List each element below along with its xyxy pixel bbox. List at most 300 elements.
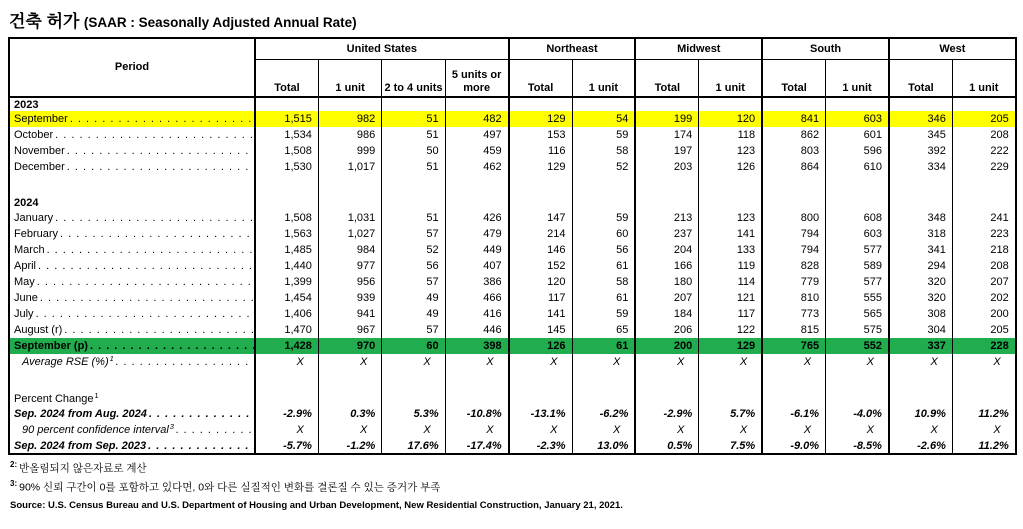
value-cell: X: [699, 422, 762, 438]
value-cell: 589: [826, 258, 889, 274]
value-cell: [635, 196, 698, 210]
value-cell: X: [255, 354, 318, 370]
value-cell: 184: [635, 306, 698, 322]
value-cell: 1,515: [255, 111, 318, 127]
spacer-row: [9, 175, 1016, 196]
value-cell: 294: [889, 258, 952, 274]
row-label: September: [14, 113, 68, 125]
value-cell: [952, 391, 1015, 406]
value-cell: 610: [826, 159, 889, 175]
leader-dots: [149, 408, 254, 420]
value-cell: [699, 196, 762, 210]
value-cell: 1,440: [255, 258, 318, 274]
value-cell: 60: [382, 338, 445, 354]
table-row-december: [9, 159, 1016, 175]
value-cell: [382, 391, 445, 406]
value-cell: [445, 175, 508, 196]
value-cell: 308: [889, 306, 952, 322]
value-cell: [445, 196, 508, 210]
value-cell: 862: [762, 127, 825, 143]
table-row-march: [9, 242, 1016, 258]
value-cell: [318, 97, 381, 111]
value-cell: [699, 175, 762, 196]
value-cell: 1,428: [255, 338, 318, 354]
period-cell: [9, 159, 255, 175]
value-cell: 202: [952, 290, 1015, 306]
value-cell: X: [952, 354, 1015, 370]
table-row-october: [9, 127, 1016, 143]
table-row-november: [9, 143, 1016, 159]
value-cell: 346: [889, 111, 952, 127]
col-header-united-states-total: Total: [255, 59, 318, 97]
stat-row-90-percent-confidence-interval: [9, 422, 1016, 438]
value-cell: 984: [318, 242, 381, 258]
stat-row-average-rse: [9, 354, 1016, 370]
value-cell: [318, 175, 381, 196]
value-cell: X: [826, 354, 889, 370]
value-cell: 204: [635, 242, 698, 258]
value-cell: X: [445, 354, 508, 370]
value-cell: [382, 97, 445, 111]
leader-dots: [116, 356, 254, 368]
value-cell: 828: [762, 258, 825, 274]
value-cell: 200: [952, 306, 1015, 322]
value-cell: 345: [889, 127, 952, 143]
value-cell: 58: [572, 143, 635, 159]
period-cell: [9, 175, 255, 196]
period-cell: [9, 210, 255, 226]
value-cell: 577: [826, 274, 889, 290]
value-cell: 864: [762, 159, 825, 175]
value-cell: 59: [572, 306, 635, 322]
value-cell: 575: [826, 322, 889, 338]
value-cell: 773: [762, 306, 825, 322]
value-cell: [572, 196, 635, 210]
value-cell: 117: [509, 290, 572, 306]
value-cell: -1.2%: [318, 438, 381, 454]
value-cell: 205: [952, 111, 1015, 127]
value-cell: 941: [318, 306, 381, 322]
leader-dots: [37, 276, 254, 288]
value-cell: 446: [445, 322, 508, 338]
value-cell: 1,508: [255, 210, 318, 226]
value-cell: [826, 196, 889, 210]
value-cell: 407: [445, 258, 508, 274]
table-row-june: [9, 290, 1016, 306]
footnotes: [10, 460, 1015, 511]
value-cell: X: [318, 422, 381, 438]
value-cell: X: [635, 422, 698, 438]
row-label: February: [14, 228, 59, 240]
value-cell: 803: [762, 143, 825, 159]
value-cell: 126: [509, 338, 572, 354]
table-row-may: [9, 274, 1016, 290]
value-cell: 200: [635, 338, 698, 354]
value-cell: 229: [952, 159, 1015, 175]
value-cell: 121: [699, 290, 762, 306]
value-cell: 497: [445, 127, 508, 143]
value-cell: 1,485: [255, 242, 318, 258]
value-cell: X: [635, 354, 698, 370]
value-cell: [952, 196, 1015, 210]
value-cell: 765: [762, 338, 825, 354]
value-cell: 1,027: [318, 226, 381, 242]
period-cell: 2023: [14, 98, 39, 111]
value-cell: 145: [509, 322, 572, 338]
value-cell: 237: [635, 226, 698, 242]
value-cell: 17.6%: [382, 438, 445, 454]
value-cell: 348: [889, 210, 952, 226]
value-cell: 207: [635, 290, 698, 306]
value-cell: 118: [699, 127, 762, 143]
value-cell: 59: [572, 127, 635, 143]
value-cell: [255, 175, 318, 196]
value-cell: 982: [318, 111, 381, 127]
footnote-marker: 3:: [10, 478, 18, 488]
value-cell: [762, 175, 825, 196]
value-cell: 0.5%: [635, 438, 698, 454]
spacer-row: [9, 370, 1016, 391]
value-cell: 61: [572, 338, 635, 354]
value-cell: [445, 391, 508, 406]
table-row-september: [9, 111, 1016, 127]
value-cell: 65: [572, 322, 635, 338]
value-cell: 133: [699, 242, 762, 258]
col-header-west-total: Total: [889, 59, 952, 97]
value-cell: 13.0%: [572, 438, 635, 454]
period-cell: [9, 242, 255, 258]
value-cell: 54: [572, 111, 635, 127]
value-cell: 57: [382, 226, 445, 242]
col-header-northeast-total: Total: [509, 59, 572, 97]
value-cell: 56: [572, 242, 635, 258]
value-cell: 61: [572, 258, 635, 274]
value-cell: 214: [509, 226, 572, 242]
value-cell: [445, 97, 508, 111]
value-cell: X: [572, 354, 635, 370]
value-cell: 222: [952, 143, 1015, 159]
value-cell: [826, 370, 889, 391]
row-label: Percent Change: [14, 392, 94, 405]
row-label: Average RSE (%): [22, 356, 109, 368]
value-cell: 52: [382, 242, 445, 258]
value-cell: -4.0%: [826, 406, 889, 422]
value-cell: 999: [318, 143, 381, 159]
value-cell: 51: [382, 111, 445, 127]
value-cell: [509, 391, 572, 406]
value-cell: 1,530: [255, 159, 318, 175]
value-cell: 7.5%: [699, 438, 762, 454]
stat-row-sep-2024-from-sep-2023: [9, 438, 1016, 454]
leader-dots: [67, 145, 254, 157]
value-cell: X: [572, 422, 635, 438]
value-cell: 1,017: [318, 159, 381, 175]
table-row-january: [9, 210, 1016, 226]
value-cell: X: [952, 422, 1015, 438]
value-cell: 228: [952, 338, 1015, 354]
value-cell: 49: [382, 290, 445, 306]
value-cell: 116: [509, 143, 572, 159]
leader-dots: [36, 308, 254, 320]
value-cell: 779: [762, 274, 825, 290]
row-label: June: [14, 292, 38, 304]
value-cell: -9.0%: [762, 438, 825, 454]
leader-dots: [40, 292, 254, 304]
footnote: [10, 479, 1015, 495]
value-cell: 11.2%: [952, 438, 1015, 454]
stat-row-sep-2024-from-aug-2024: [9, 406, 1016, 422]
value-cell: 146: [509, 242, 572, 258]
value-cell: 51: [382, 210, 445, 226]
row-label: Sep. 2024 from Aug. 2024: [14, 408, 147, 420]
value-cell: -8.5%: [826, 438, 889, 454]
value-cell: 596: [826, 143, 889, 159]
value-cell: 58: [572, 274, 635, 290]
row-label: November: [14, 145, 65, 157]
value-cell: 5.7%: [699, 406, 762, 422]
value-cell: 1,031: [318, 210, 381, 226]
value-cell: 841: [762, 111, 825, 127]
value-cell: [318, 196, 381, 210]
group-header-midwest: Midwest: [635, 38, 762, 59]
value-cell: X: [445, 422, 508, 438]
group-header-united-states: United States: [255, 38, 509, 59]
value-cell: [445, 370, 508, 391]
value-cell: 208: [952, 258, 1015, 274]
value-cell: [382, 370, 445, 391]
value-cell: -6.2%: [572, 406, 635, 422]
col-header-west-1-unit: 1 unit: [952, 59, 1015, 97]
value-cell: -13.1%: [509, 406, 572, 422]
value-cell: 203: [635, 159, 698, 175]
header-group-row: [9, 38, 1016, 59]
col-header-period: Period: [9, 38, 255, 97]
value-cell: 555: [826, 290, 889, 306]
leader-dots: [55, 129, 254, 141]
value-cell: 206: [635, 322, 698, 338]
row-label: Sep. 2024 from Sep. 2023: [14, 439, 147, 452]
value-cell: 552: [826, 338, 889, 354]
value-cell: 59: [572, 210, 635, 226]
value-cell: [572, 391, 635, 406]
value-cell: 939: [318, 290, 381, 306]
value-cell: X: [699, 354, 762, 370]
value-cell: 56: [382, 258, 445, 274]
value-cell: 977: [318, 258, 381, 274]
value-cell: [255, 97, 318, 111]
table-header: [9, 38, 1016, 97]
col-header-south-total: Total: [762, 59, 825, 97]
value-cell: 213: [635, 210, 698, 226]
value-cell: 794: [762, 242, 825, 258]
period-cell: [9, 111, 255, 127]
value-cell: 208: [952, 127, 1015, 143]
value-cell: 123: [699, 143, 762, 159]
value-cell: 57: [382, 274, 445, 290]
value-cell: 61: [572, 290, 635, 306]
col-header-midwest-1-unit: 1 unit: [699, 59, 762, 97]
value-cell: 52: [572, 159, 635, 175]
value-cell: 122: [699, 322, 762, 338]
period-cell: [9, 322, 255, 338]
value-cell: 386: [445, 274, 508, 290]
value-cell: 320: [889, 274, 952, 290]
value-cell: -2.6%: [889, 438, 952, 454]
leader-dots: [47, 244, 254, 256]
period-cell: [9, 127, 255, 143]
value-cell: 815: [762, 322, 825, 338]
value-cell: 51: [382, 127, 445, 143]
value-cell: 120: [509, 274, 572, 290]
value-cell: 304: [889, 322, 952, 338]
row-label: August (r): [14, 324, 63, 336]
value-cell: 241: [952, 210, 1015, 226]
page-title: [9, 7, 1015, 32]
value-cell: 152: [509, 258, 572, 274]
value-cell: 334: [889, 159, 952, 175]
title-english: (SAAR : Seasonally Adjusted Annual Rate): [83, 15, 357, 30]
value-cell: 147: [509, 210, 572, 226]
value-cell: 601: [826, 127, 889, 143]
row-label: September (p): [14, 340, 88, 352]
col-header-south-1-unit: 1 unit: [826, 59, 889, 97]
value-cell: [382, 196, 445, 210]
value-cell: [572, 370, 635, 391]
value-cell: [255, 196, 318, 210]
year-row-2023: [9, 97, 1016, 111]
row-label: October: [14, 129, 54, 141]
value-cell: [889, 196, 952, 210]
footnote-marker: 2:: [10, 460, 18, 469]
period-cell: 2024: [14, 197, 39, 209]
value-cell: X: [509, 354, 572, 370]
period-cell: [9, 290, 255, 306]
value-cell: -5.7%: [255, 438, 318, 454]
value-cell: [572, 97, 635, 111]
value-cell: [318, 370, 381, 391]
value-cell: 1,454: [255, 290, 318, 306]
value-cell: 10.9%: [889, 406, 952, 422]
value-cell: 800: [762, 210, 825, 226]
value-cell: 462: [445, 159, 508, 175]
value-cell: 956: [318, 274, 381, 290]
value-cell: 320: [889, 290, 952, 306]
leader-dots: [64, 324, 254, 336]
col-header-united-states-1-unit: 1 unit: [318, 59, 381, 97]
leader-dots: [70, 113, 254, 125]
value-cell: [762, 391, 825, 406]
value-cell: [826, 175, 889, 196]
value-cell: 970: [318, 338, 381, 354]
value-cell: 794: [762, 226, 825, 242]
value-cell: -2.9%: [255, 406, 318, 422]
row-label: April: [14, 260, 37, 272]
source-line: Source: U.S. Census Bureau and U.S. Department of Housing and Urban Development, New Residential Construction, January 21, 2021.: [10, 500, 623, 512]
value-cell: [635, 370, 698, 391]
leader-dots: [38, 260, 254, 272]
leader-dots: [176, 424, 254, 436]
value-cell: [826, 391, 889, 406]
value-cell: 117: [699, 306, 762, 322]
value-cell: 416: [445, 306, 508, 322]
permits-table-body: [9, 97, 1016, 454]
value-cell: [952, 370, 1015, 391]
value-cell: 577: [826, 242, 889, 258]
value-cell: [699, 370, 762, 391]
value-cell: 205: [952, 322, 1015, 338]
value-cell: [889, 370, 952, 391]
value-cell: X: [509, 422, 572, 438]
period-cell: [9, 258, 255, 274]
col-header-united-states-2-to-4-units: 2 to 4 units: [382, 59, 445, 97]
value-cell: -17.4%: [445, 438, 508, 454]
value-cell: -10.8%: [445, 406, 508, 422]
value-cell: 1,470: [255, 322, 318, 338]
leader-dots: [90, 340, 254, 352]
value-cell: [952, 97, 1015, 111]
table-row-august-r: [9, 322, 1016, 338]
value-cell: 141: [699, 226, 762, 242]
value-cell: [635, 391, 698, 406]
year-row-2024: [9, 196, 1016, 210]
value-cell: 459: [445, 143, 508, 159]
value-cell: 129: [699, 338, 762, 354]
leader-dots: [60, 228, 254, 240]
value-cell: [889, 97, 952, 111]
value-cell: 199: [635, 111, 698, 127]
value-cell: -2.9%: [635, 406, 698, 422]
row-label: January: [14, 212, 54, 224]
value-cell: 129: [509, 111, 572, 127]
leader-dots: [148, 440, 254, 452]
value-cell: X: [889, 354, 952, 370]
value-cell: 967: [318, 322, 381, 338]
value-cell: [635, 175, 698, 196]
value-cell: 120: [699, 111, 762, 127]
value-cell: 197: [635, 143, 698, 159]
value-cell: [699, 97, 762, 111]
leader-dots: [67, 161, 254, 173]
value-cell: 129: [509, 159, 572, 175]
period-cell: [9, 274, 255, 290]
title-korean: 건축 허가: [9, 12, 80, 31]
value-cell: [255, 391, 318, 406]
period-cell: [9, 143, 255, 159]
table-row-february: [9, 226, 1016, 242]
period-cell: Percent Change $^1$: [14, 392, 99, 405]
value-cell: 398: [445, 338, 508, 354]
value-cell: X: [826, 422, 889, 438]
value-cell: 207: [952, 274, 1015, 290]
group-header-west: West: [889, 38, 1016, 59]
value-cell: [762, 196, 825, 210]
value-cell: [509, 370, 572, 391]
period-cell: 90 percent confidence interval $^3$ . . .: [9, 422, 255, 438]
value-cell: 60: [572, 226, 635, 242]
value-cell: 449: [445, 242, 508, 258]
value-cell: 11.2%: [952, 406, 1015, 422]
value-cell: 337: [889, 338, 952, 354]
col-header-northeast-1-unit: 1 unit: [572, 59, 635, 97]
period-cell: [9, 306, 255, 322]
value-cell: 426: [445, 210, 508, 226]
value-cell: [382, 175, 445, 196]
value-cell: [572, 175, 635, 196]
value-cell: -6.1%: [762, 406, 825, 422]
footnote-text: 90% 신뢰 구간이 0를 포함하고 있다면, 0와 다른 실질적인 변화를 결론질 수 있는 증거가 부족: [19, 481, 441, 494]
value-cell: [509, 196, 572, 210]
group-header-south: South: [762, 38, 889, 59]
